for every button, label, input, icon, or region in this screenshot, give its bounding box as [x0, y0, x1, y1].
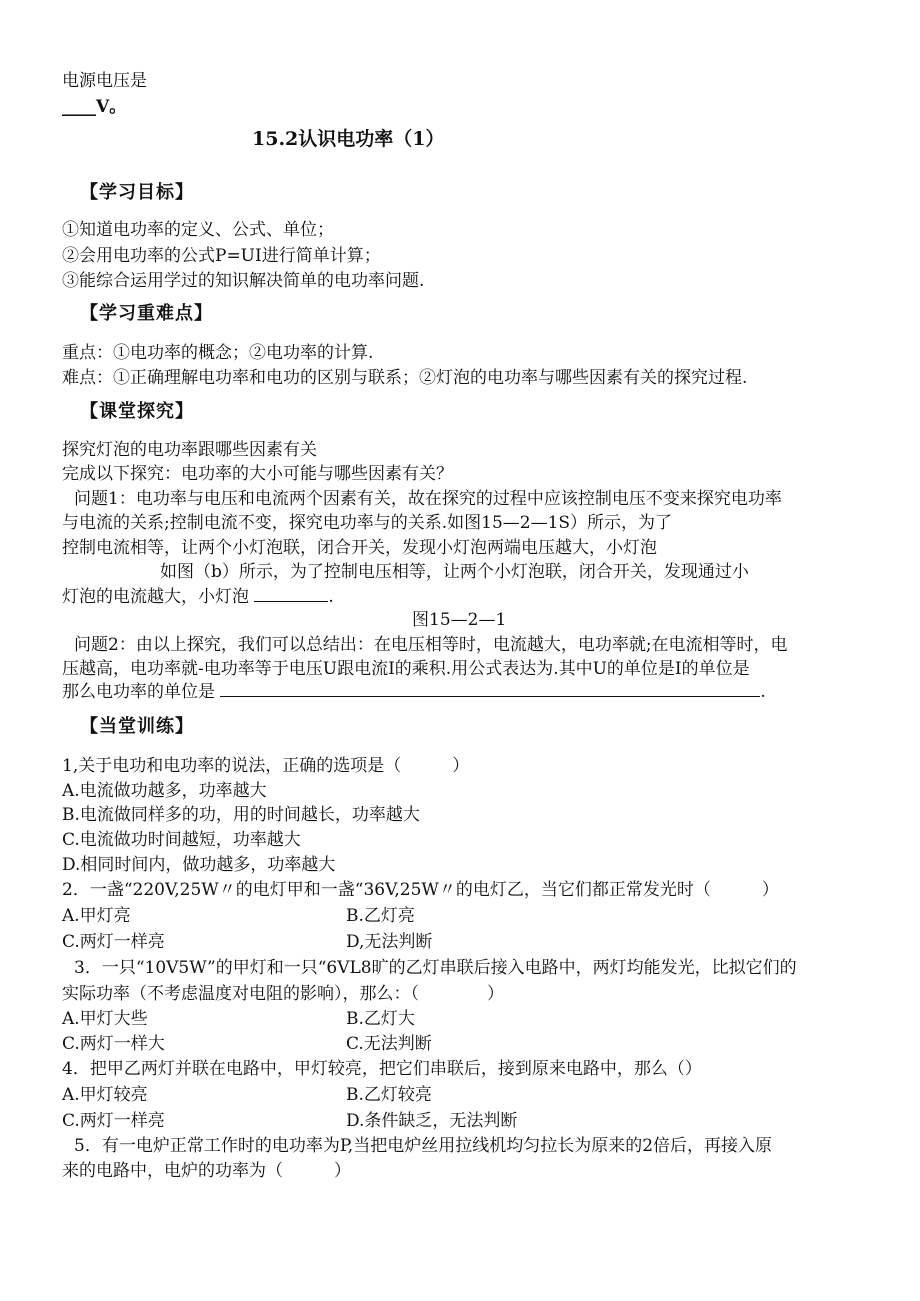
explore-line: 与电流的关系;控制电流不变，探究电功率与的关系.如图15—2—1S）所示，为了 — [62, 513, 673, 533]
option: D.相同时间内，做功越多，功率越大 — [62, 855, 336, 875]
explore-line-text: 灯泡的电流越大，小灯泡 — [62, 587, 249, 607]
explore-line-with-blank: 那么电功率的单位是 . — [62, 682, 766, 702]
header-line-2: ____V。 — [62, 97, 127, 117]
goal-item: ②会用电功率的公式P=UI进行简单计算； — [62, 246, 381, 266]
option: A.甲灯较亮 — [62, 1085, 148, 1105]
option: C.两灯一样亮 — [62, 932, 165, 952]
explore-line: 完成以下探究：电功率的大小可能与哪些因素有关？ — [62, 464, 453, 484]
option: A.甲灯大些 — [62, 1009, 148, 1029]
goal-item: ③能综合运用学过的知识解决简单的电功率问题. — [62, 271, 425, 291]
explore-line: 问题1：电功率与电压和电流两个因素有关，故在探究的过程中应该控制电压不变来探究电功率 — [74, 489, 782, 509]
answer-blank[interactable] — [254, 587, 328, 602]
practice-heading: 【当堂训练】 — [80, 716, 194, 737]
figure-caption: 图15—2—1 — [412, 610, 507, 630]
option: D.条件缺乏，无法判断 — [346, 1111, 518, 1131]
option: C.两灯一样大 — [62, 1034, 165, 1054]
question-5-cont: 来的电路中，电炉的功率为（ ） — [62, 1161, 351, 1181]
option: C.两灯一样亮 — [62, 1111, 165, 1131]
option: B.电流做同样多的功，用的时间越长，功率越大 — [62, 805, 420, 825]
option: C.电流做功时间越短，功率越大 — [62, 830, 301, 850]
keypoints-heading: 【学习重难点】 — [80, 303, 213, 324]
question-3-cont: 实际功率（不考虑温度对电阻的影响），那么：（ ） — [62, 984, 504, 1004]
difficult-point: 难点：①正确理解电功率和电功的区别与联系；②灯泡的电功率与哪些因素有关的探究过程. — [62, 368, 748, 388]
option: A.甲灯亮 — [62, 906, 131, 926]
explore-heading: 【课堂探究】 — [80, 401, 194, 422]
explore-line-text: 那么电功率的单位是 — [62, 682, 215, 702]
explore-line: 探究灯泡的电功率跟哪些因素有关 — [62, 440, 317, 460]
key-point: 重点：①电功率的概念；②电功率的计算. — [62, 343, 374, 363]
option: B.乙灯大 — [346, 1009, 415, 1029]
question-4: 4．把甲乙两灯并联在电路中，甲灯较亮，把它们串联后，接到原来电路中，那么（） — [62, 1059, 702, 1079]
explore-line: 控制电流相等，让两个小灯泡联，闭合开关，发现小灯泡两端电压越大，小灯泡 — [62, 538, 657, 558]
question-3: 3．一只“10V5W”的甲灯和一只“6VL8旷的乙灯串联后接入电路中，两灯均能发光，比拟它们的 — [74, 958, 797, 978]
question-5: 5．有一电炉正常工作时的电功率为P,当把电炉丝用拉线机均匀拉长为原来的2倍后，再接入原 — [74, 1136, 773, 1156]
explore-line: 问题2：由以上探究，我们可以总结出：在电压相等时，电流越大，电功率就;在电流相等时，电 — [74, 635, 788, 655]
goals-heading: 【学习目标】 — [80, 182, 194, 203]
question-1: 1,关于电功和电功率的说法，正确的选项是（ ） — [62, 756, 470, 776]
header-line-1: 电源电压是 — [62, 71, 147, 91]
option: B.乙灯亮 — [346, 906, 415, 926]
goal-item: ①知道电功率的定义、公式、单位； — [62, 220, 334, 240]
explore-line: 如图（b）所示，为了控制电压相等，让两个小灯泡联，闭合开关，发现通过小 — [160, 562, 749, 582]
option: B.乙灯较亮 — [346, 1085, 432, 1105]
option: A.电流做功越多，功率越大 — [62, 781, 267, 801]
question-2: 2．一盏“220V,25W〃的电灯甲和一盏“36V,25W〃的电灯乙，当它们都正常发光时（ ） — [62, 880, 779, 900]
explore-line-with-blank: 灯泡的电流越大，小灯泡 . — [62, 587, 334, 607]
option: D,无法判断 — [346, 932, 433, 952]
explore-line: 压越高，电功率就-电功率等于电压U跟电流I的乘积.用公式表达为.其中U的单位是I的单位是 — [62, 659, 750, 679]
answer-blank[interactable] — [220, 682, 760, 697]
page-title: 15.2认识电功率（1） — [252, 128, 445, 150]
option: C.无法判断 — [346, 1034, 432, 1054]
